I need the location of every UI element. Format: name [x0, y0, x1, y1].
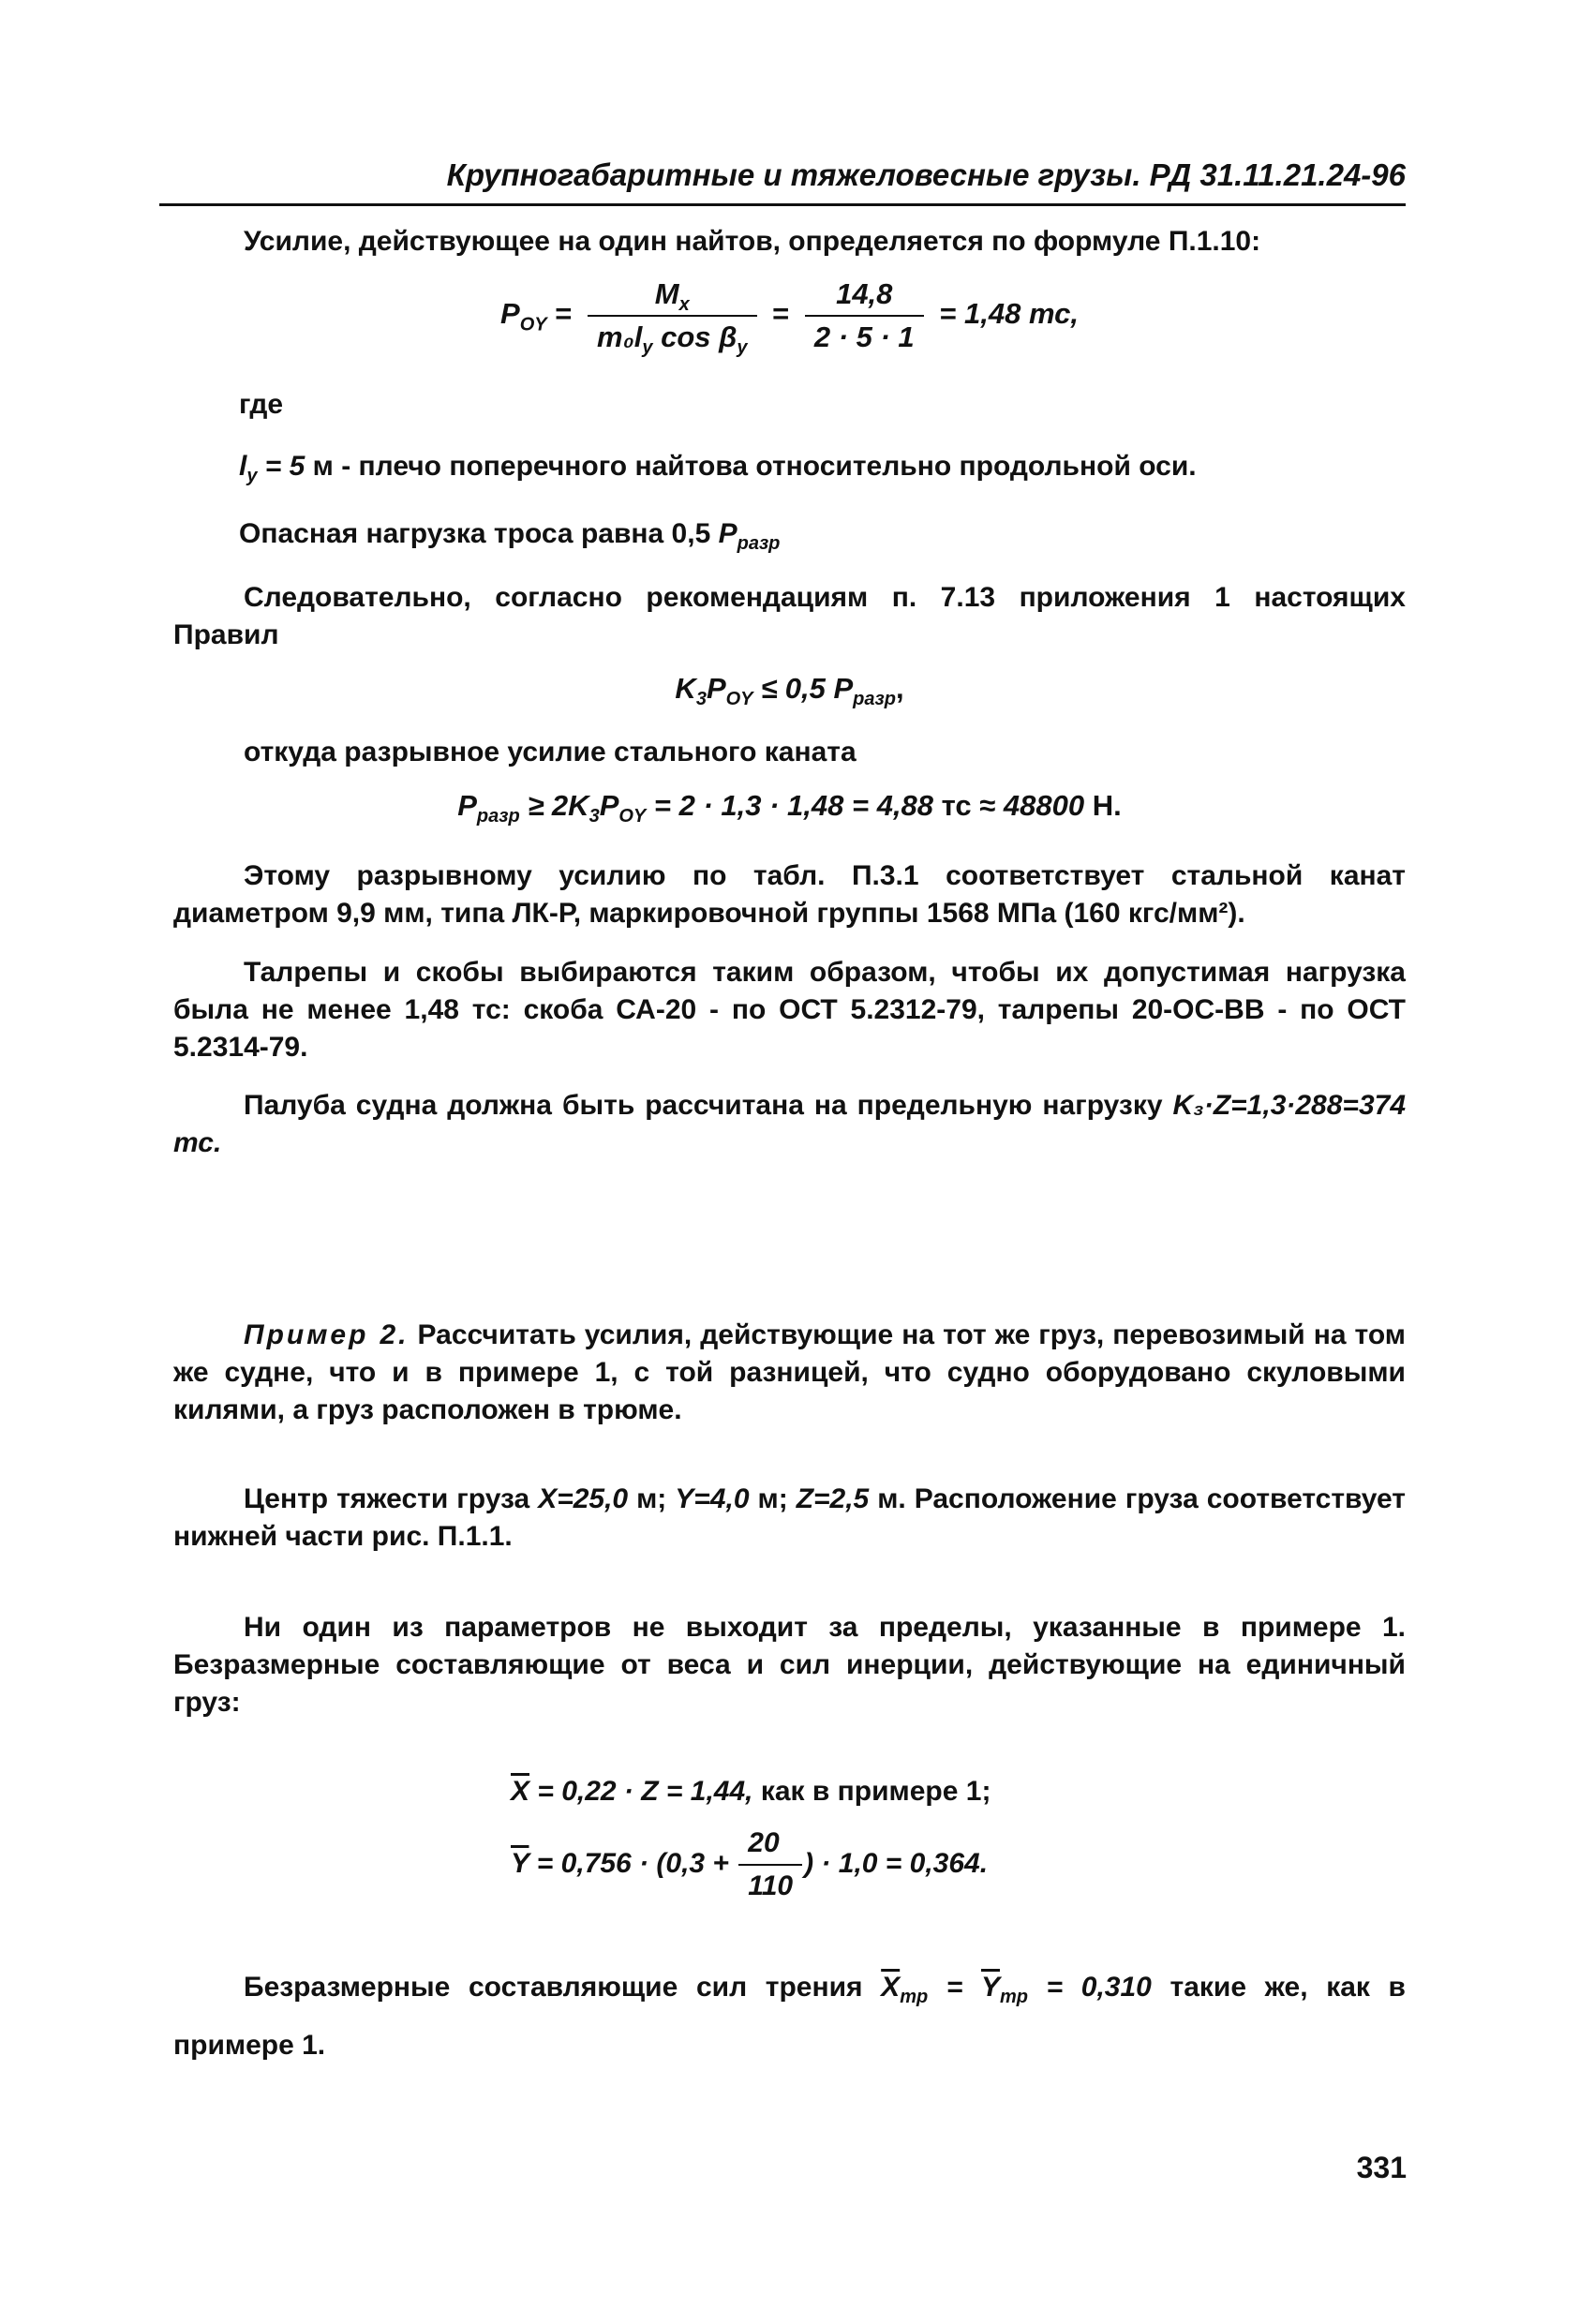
paragraph-whence: откуда разрывное усилие стального каната	[244, 737, 857, 767]
paragraph-rope-selection: Этому разрывному усилию по табл. П.3.1 соответствует стальной канат диаметром 9,9 мм, типа ЛК-Р, маркировочной группы 1568 МПа (160 кгс/мм²).	[173, 860, 1406, 929]
paragraph-turnbuckles: Талрепы и скобы выбираются таким образом, чтобы их допустимая нагрузка была не менее 1,48 тс: скоба СА-20 - по ОСТ 5.2312-79, талрепы 20-ОС-ВВ - по ОСТ 5.2314-79.	[173, 957, 1406, 1063]
where-label: где	[239, 389, 284, 420]
example-label: Пример 2.	[244, 1319, 410, 1350]
equation-force: $P_{OY}$ = $\frac{M_x}{m_0l_y \cos \beta_y}$ = $\frac{14,8}{2 \cdot 5 \cdot 1}$ = 1,48 тс,	[173, 274, 1406, 358]
fraction-moment: $\frac{M_x}{m_0l_y \cos \beta_y}$	[588, 274, 757, 358]
paragraph-parameters: Ни один из параметров не выходит за пределы, указанные в примере 1. Безразмерные составляющие от веса и сил инерции, действующие на единичный груз:	[173, 1612, 1406, 1718]
fraction-20-110: $\frac{20}{110}$	[738, 1823, 802, 1907]
paragraph-deck: Палуба судна должна быть рассчитана на предельную нагрузку K₃·Z=1,3·288=374 тс.	[173, 1090, 1406, 1158]
equation-condition: $K_3P_{OY} \le 0,5$ $P_{разр}$,	[675, 672, 904, 710]
equation-x-component: $\overline{X} = 0,22 \cdot Z = 1,44$, как в примере 1;	[511, 1776, 991, 1807]
equation-breaking-force: $P_{разр} \ge 2K_3P_{OY} = 2 \cdot 1,3 \cdot 1,48 = 4,88$ тс ≈ 48800 Н.	[457, 789, 1122, 827]
paragraph-example-2: Пример 2. Рассчитать усилия, действующие на тот же груз, перевозимый на том же судне, что и в примере 1, с той разницей, что судно оборудовано скуловыми килями, а груз расположен в трюме.	[173, 1319, 1406, 1425]
running-header: Крупногабаритные и тяжеловесные грузы. РД 31.11.21.24-96	[159, 155, 1406, 206]
paragraph-force: Усилие, действующее на один найтов, определяется по формуле П.1.10:	[244, 226, 1261, 257]
paragraph-friction: Безразмерные составляющие сил трения $\overline{X}_{тр} = \overline{Y}_{тр} = 0,310$ такие же, как в примере 1.	[173, 1972, 1406, 2061]
paragraph-hence: Следовательно, согласно рекомендациям п. 7.13 приложения 1 настоящих Правил	[173, 582, 1406, 650]
equation-y-component: $\overline{Y} = 0,756 \cdot (0,3$ + $\frac{20}{110}$ ) · 1,0 = 0,364.	[511, 1823, 1354, 1907]
paragraph-center-of-gravity: Центр тяжести груза X=25,0 м; Y=4,0 м; Z=2,5 м. Расположение груза соответствует нижней части рис. П.1.1.	[173, 1483, 1406, 1552]
page-number: 331	[1356, 2151, 1407, 2184]
fraction-numeric: $\frac{14,8}{2 \cdot 5 \cdot 1}$	[805, 274, 924, 358]
paragraph-lever-arm: $l_y = 5$ м - плечо поперечного найтова относительно продольной оси.	[239, 451, 1197, 486]
paragraph-danger-load: Опасная нагрузка троса равна 0,5 $P_{разр}$	[239, 518, 781, 554]
